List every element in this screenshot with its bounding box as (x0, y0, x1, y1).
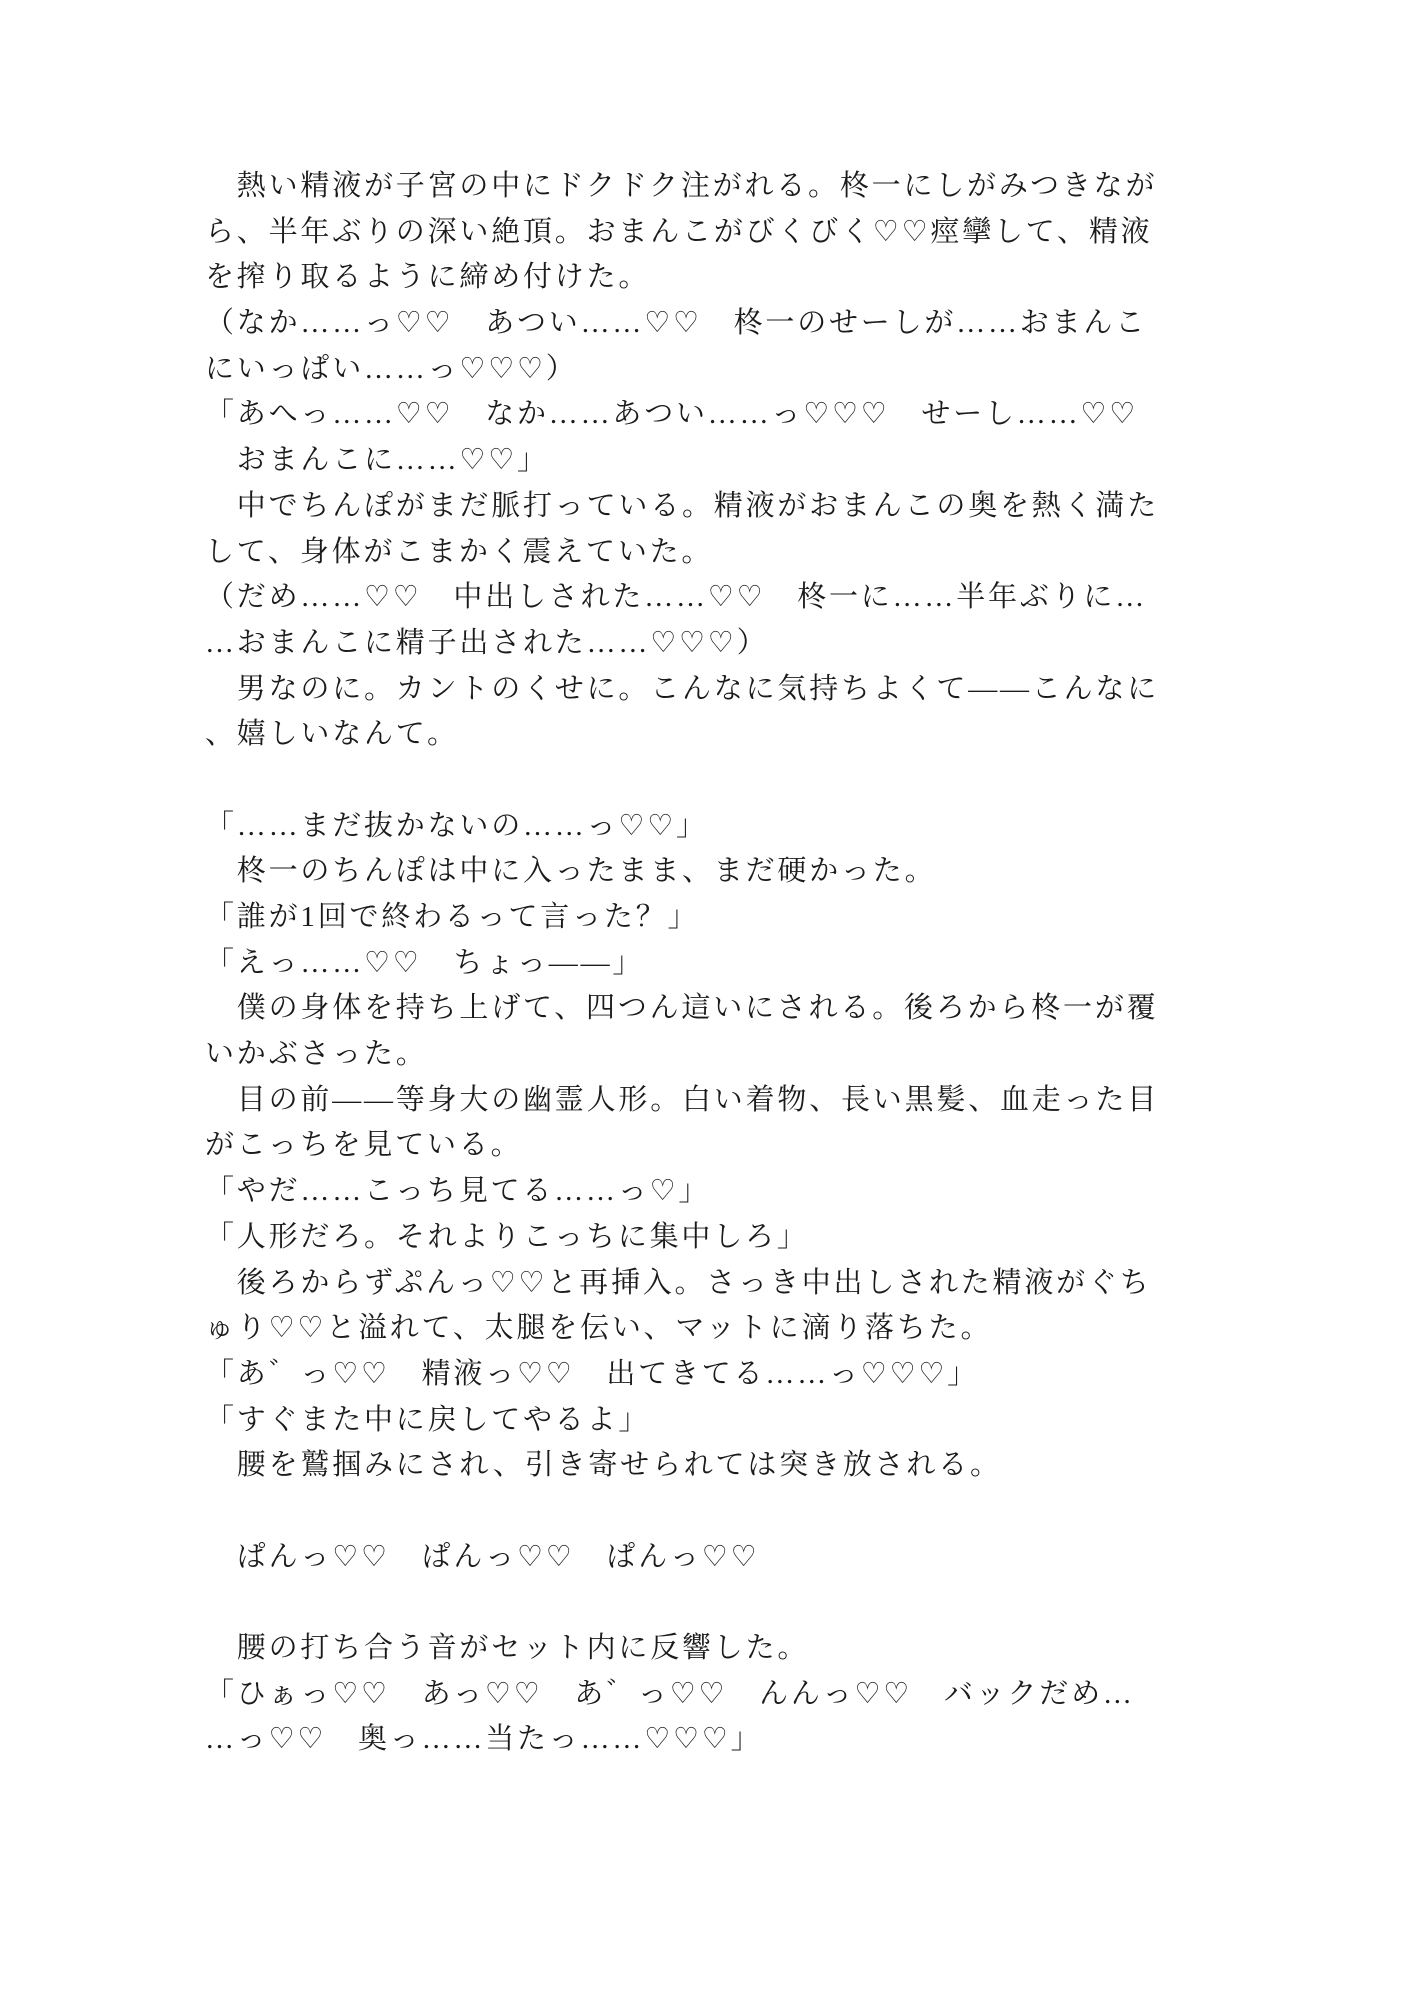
text-line: …おまんこに精子出された……♡♡♡） (205, 626, 769, 659)
text-line: 「誰が1回で終わるって言った？」 (205, 901, 700, 933)
text-line: 目の前――等身大の幽霊人形。白い着物、長い黒髪、血走った目 (205, 1083, 1160, 1116)
text-line-blank (205, 758, 1185, 804)
text-line: を搾り取るように締め付けた。 (205, 261, 651, 294)
text-line: 「すぐまた中に戻してやるよ」 (205, 1403, 651, 1436)
text-line: 熱い精液が子宮の中にドクドク注がれる。柊一にしがみつきなが (205, 170, 1158, 202)
text-line: 、嬉しいなんて。 (205, 718, 459, 751)
text-line: して、身体がこまかく震えていた。 (205, 535, 714, 568)
text-line: 「あへっ……♡♡ なか……あつい……っ♡♡♡ せーし……♡♡ (205, 398, 1138, 431)
text-line: がこっちを見ている。 (205, 1129, 523, 1162)
text-line: 中でちんぽがまだ脈打っている。精液がおまんこの奥を熱く満た (205, 489, 1160, 522)
text-line: 腰を鷲掴みにされ、引き寄せられては突き放される。 (205, 1449, 1002, 1482)
text-line: 腰の打ち合う音がセット内に反響した。 (205, 1632, 810, 1664)
text-line: にいっぱい……っ♡♡♡） (205, 352, 578, 385)
text-line: （だめ……♡♡ 中出しされた……♡♡ 柊一に……半年ぶりに… (205, 581, 1147, 614)
text-line: ら、半年ぶりの深い絶頂。おまんこがびくびく♡♡痙攣して、精液 (205, 215, 1153, 248)
text-line: 柊一のちんぽは中に入ったまま、まだ硬かった。 (205, 855, 937, 888)
text-line: おまんこに……♡♡」 (205, 444, 549, 477)
body-text (205, 164, 1185, 1763)
text-line: 「えっ……♡♡ ちょっ――」 (205, 946, 645, 979)
text-line-blank (205, 1580, 1185, 1626)
text-line: 後ろからずぷんっ♡♡と再挿入。さっき中出しされた精液がぐち (205, 1266, 1152, 1299)
text-line: 「ひぁっ♡♡ あっ♡♡ あ゛っ♡♡ んんっ♡♡ バックだめ… (205, 1677, 1135, 1710)
text-line: いかぶさった。 (205, 1038, 428, 1071)
text-line: 僕の身体を持ち上げて、四つん這いにされる。後ろから柊一が覆 (205, 992, 1159, 1025)
text-line: 「人形だろ。それよりこっちに集中しろ」 (205, 1220, 809, 1253)
text-line: ゅり♡♡と溢れて、太腿を伝い、マットに滴り落ちた。 (205, 1312, 993, 1345)
text-line: …っ♡♡ 奥っ……当たっ……♡♡♡」 (205, 1723, 763, 1756)
text-line: （なか……っ♡♡ あつい……♡♡ 柊一のせーしが……おまんこ (205, 307, 1147, 340)
text-line: 「やだ……こっち見てる……っ♡」 (205, 1175, 711, 1208)
text-line-blank (205, 1489, 1185, 1535)
text-line: ぱんっ♡♡ ぱんっ♡♡ ぱんっ♡♡ (205, 1540, 760, 1573)
text-line: 「あ゛っ♡♡ 精液っ♡♡ 出てきてる……っ♡♡♡」 (205, 1357, 979, 1390)
text-line: 男なのに。カントのくせに。こんなに気持ちよくて――こんなに (205, 672, 1160, 705)
text-line: 「……まだ抜かないの……っ♡♡」 (205, 809, 708, 842)
